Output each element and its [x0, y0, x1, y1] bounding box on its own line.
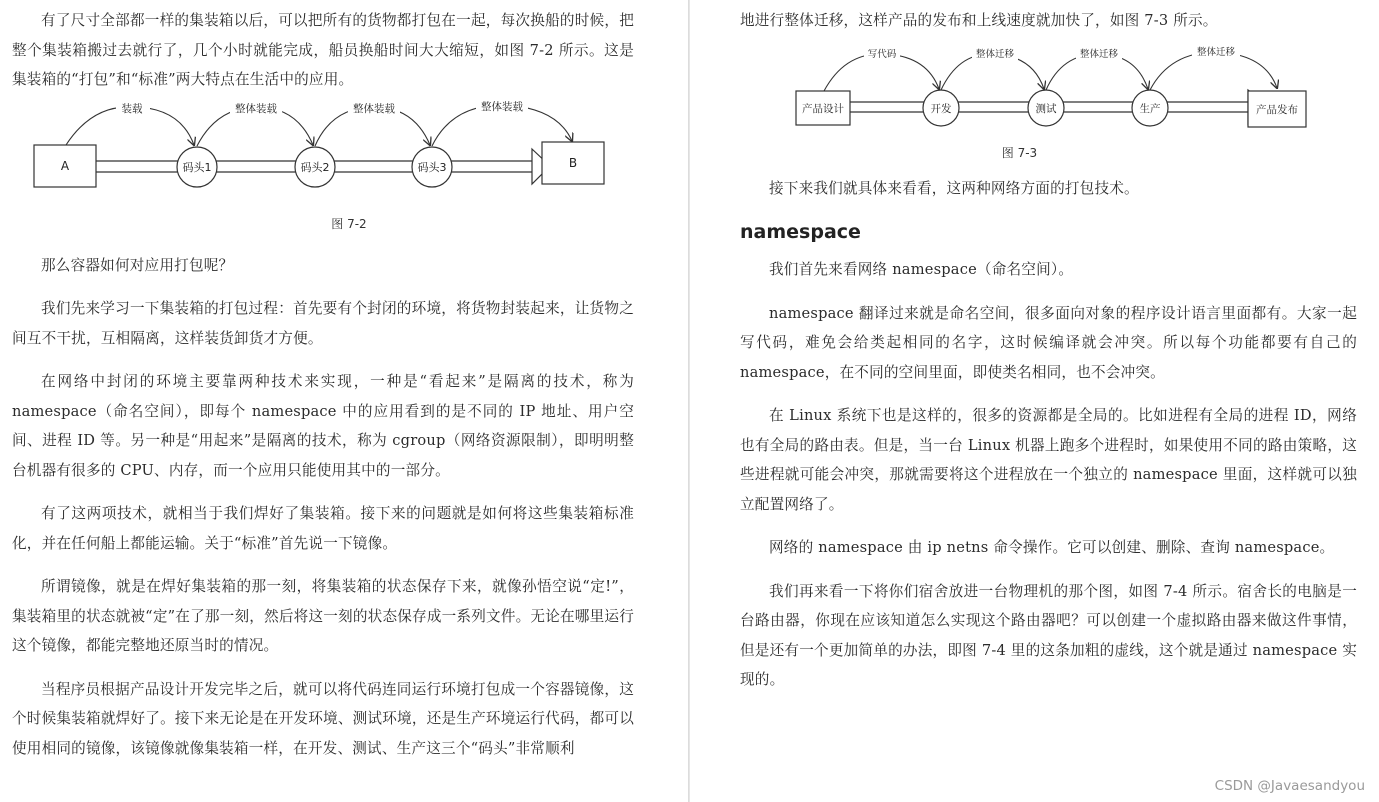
figure-7-3-arc-4-label: 整体迁移 — [1196, 46, 1236, 58]
figure-7-2-start-label: A — [60, 158, 70, 173]
section-title-namespace: namespace — [740, 221, 861, 243]
figure-7-3-caption: 图 7-3 — [1001, 145, 1038, 160]
paragraph-isolation-tech: 在网络中封闭的环境主要靠两种技术来实现，一种是“看起来”是隔离的技术，称为 namespace（命名空间），即每个 namespace 中的应用看到的是不同的 IP 地址、用户空间、进程 ID 等。另一种是“用起来”是隔离的技术，称为 cgroup（网络资源限制），即明明整台机器有很多的 CPU、内存，而一个应用只能使用其中的一部分。 — [12, 373, 634, 479]
figure-7-3-node-2-label: 测试 — [1035, 102, 1057, 115]
figure-7-3-node-3-label: 生产 — [1139, 102, 1161, 115]
figure-7-2-arc-4-label: 整体装载 — [481, 100, 523, 113]
figure-7-3-arc-3-label: 整体迁移 — [1079, 48, 1119, 60]
figure-7-3-node-1-label: 开发 — [930, 102, 952, 115]
figure-7-3-arc-2-label: 整体迁移 — [975, 48, 1015, 60]
figure-7-2-arc-2-label: 整体装载 — [235, 102, 277, 115]
figure-7-2-caption: 图 7-2 — [331, 216, 367, 231]
figure-7-2 — [12, 95, 634, 211]
figure-7-3-diagram — [740, 40, 1320, 144]
paragraph-dorm-router: 我们再来看一下将你们宿舍放进一台物理机的那个图，如图 7-4 所示。宿舍长的电脑是一台路由器，你现在应该知道怎么实现这个路由器吧？可以创建一个虚拟路由器来做这件事情，但是还有一个更加简单的办法，即图 7-4 里的这条加粗的虚线，这个就是通过 namespace 实现的。 — [740, 582, 1357, 688]
paragraph-namespace-meaning: namespace 翻译过来就是命名空间，很多面向对象的程序设计语言里面都有。大家一起写代码，难免会给类起相同的名字，这时候编译就会冲突。所以每个功能都要有自己的 namespace，在不同的空间里面，即使类名相同，也不会冲突。 — [740, 304, 1357, 381]
figure-7-2-node-1-label: 码头1 — [182, 160, 212, 174]
figure-7-3-end-label: 产品发布 — [1256, 103, 1298, 116]
figure-7-3-arc-1-label: 写代码 — [867, 48, 897, 60]
figure-7-2-arc-3-label: 整体装载 — [353, 102, 395, 115]
paragraph-network-namespace: 我们首先来看网络 namespace（命名空间）。 — [769, 261, 1074, 278]
figure-7-2-diagram — [12, 95, 632, 211]
figure-7-2-node-3-label: 码头3 — [417, 160, 447, 174]
paragraph-image-definition: 所谓镜像，就是在焊好集装箱的那一刻，将集装箱的状态保存下来，就像孙悟空说“定!”，集装箱里的状态就被“定”在了那一刻，然后将这一刻的状态保存成一系列文件。无论在哪里运行这个镜像，都能完整地还原当时的情况。 — [12, 578, 634, 654]
paragraph-packing-process: 我们先来学习一下集装箱的打包过程：首先要有个封闭的环境，将货物封装起来，让货物之间互不干扰，互相隔离，这样装货卸货才方便。 — [12, 300, 634, 347]
figure-7-3-start-label: 产品设计 — [802, 102, 844, 115]
paragraph-two-techniques: 接下来我们就具体来看看，这两种网络方面的打包技术。 — [769, 179, 1139, 197]
paragraph-migration-continued: 地进行整体迁移，这样产品的发布和上线速度就加快了，如图 7-3 所示。 — [740, 12, 1218, 29]
figure-7-2-end-label: B — [568, 155, 578, 170]
figure-7-2-arc-1-label: 装载 — [121, 102, 143, 115]
left-page — [0, 0, 688, 802]
figure-7-2-node-2-label: 码头2 — [300, 160, 330, 174]
figure-7-3 — [740, 40, 1357, 144]
csdn-watermark: CSDN @Javaesandyou — [1214, 778, 1365, 794]
paragraph-container-image: 当程序员根据产品设计开发完毕之后，就可以将代码连同运行环境打包成一个容器镜像，这个时候集装箱就焊好了。接下来无论是在开发环境、测试环境，还是生产环境运行代码，都可以使用相同的镜像，该镜像就像集装箱一样，在开发、测试、生产这三个“码头”非常顺利 — [12, 680, 634, 757]
paragraph-standardization: 有了这两项技术，就相当于我们焊好了集装箱。接下来的问题就是如何将这些集装箱标准化，并在任何船上都能运输。关于“标准”首先说一下镜像。 — [12, 505, 634, 552]
paragraph-how-to-pack: 那么容器如何对应用打包呢？ — [41, 256, 234, 274]
right-page — [690, 0, 1379, 802]
paragraph-container-packing: 有了尺寸全部都一样的集装箱以后，可以把所有的货物都打包在一起，每次换船的时候，把整个集装箱搬过去就行了，几个小时就能完成，船员换船时间大大缩短，如图 7-2 所示。这是集装箱的“打包”和“标准”两大特点在生活中的应用。 — [12, 12, 634, 88]
paragraph-linux-resources: 在 Linux 系统下也是这样的，很多的资源都是全局的。比如进程有全局的进程 ID，网络也有全局的路由表。但是，当一台 Linux 机器上跑多个进程时，如果使用不同的路由策略，这些进程就可能会冲突，那就需要将这个进程放在一个独立的 namespace 里面，这样就可以独立配置网络了。 — [740, 407, 1357, 513]
paragraph-ip-netns: 网络的 namespace 由 ip netns 命令操作。它可以创建、删除、查询 namespace。 — [769, 539, 1335, 556]
